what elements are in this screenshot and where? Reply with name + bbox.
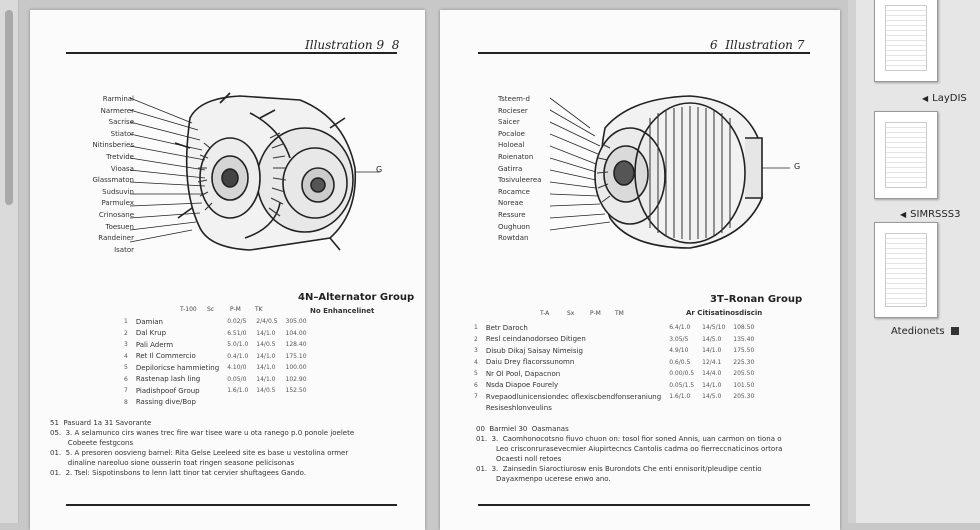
callout-g: G [794,162,801,171]
value-cell [698,403,729,415]
callout-label: Stiator [110,129,134,138]
row-number: 4 [124,352,128,360]
row-number: 2 [474,335,478,343]
callout-label: Sudsuvin [102,187,134,196]
attachments-text: Atedionets [891,326,945,337]
parts-table [470,322,758,414]
section-subtitle: Ar Citisatinosdiscin [686,309,763,317]
sidebar-label-text: SIMRSSS3 [910,209,961,220]
price-cell: 100.00 [285,364,307,372]
value-cell: 14/4.0 [702,370,722,378]
price-cell: 225.30 [733,358,755,366]
page-header [305,38,399,52]
value-cell: 14/1.0 [256,352,276,360]
part-name: Disub Dikaj Saisay Nimeisig [485,346,583,355]
price-cell: 102.90 [285,375,307,383]
header-number: 6 [710,38,718,52]
table-row [120,374,311,386]
table-row [470,391,758,403]
header-title: Illustration 7 [725,38,805,52]
note-line: 05. 3. A selamunco cirs wanes trec fire war tisee ware u ota ranego p.0 ponole joelete [50,429,355,437]
table-row [470,322,758,334]
alternator-drawing [550,88,790,258]
row-number [470,403,482,415]
table-row [120,339,311,351]
value-cell [252,397,281,409]
scrollbar-thumb[interactable] [5,10,13,205]
callout-label: Tretvide [106,152,134,161]
page-header [710,38,804,52]
callout-label: Narmerer [100,106,134,115]
column-header: Sx [567,310,575,317]
value-cell [665,403,698,415]
part-name: Daiu Drey flacorssunomn [485,358,575,367]
page-thumbnail[interactable] [874,111,938,199]
part-name: Depiloricse hammieting [135,363,220,372]
notes [476,424,782,484]
page-thumbnail[interactable] [874,222,938,318]
table-row [120,328,311,340]
value-cell: 0.00/0.5 [669,370,695,378]
value-cell: 6.4/1.0 [669,324,691,332]
column-header: T-100 [180,306,197,313]
value-cell: 0.02/5 [227,318,247,326]
callout-label: Rowtdan [498,234,529,243]
note-line: dinaline nareoluo sione ousserin toat ringen seasone pelicisonas [50,459,295,467]
part-name: Ret Il Commercio [135,352,196,361]
row-number: 7 [474,393,478,401]
row-number: 4 [474,358,478,366]
callout-label: Glassmaton [92,176,134,185]
note-line: 00 Barmiel 30 Oasmanas [476,425,569,433]
value-cell: 14/1.0 [702,381,722,389]
callout-labels [60,94,134,256]
table-row [470,334,758,346]
table-row [120,316,311,328]
value-cell: 5.0/1.0 [227,341,249,349]
column-header: P-M [590,310,601,317]
page-thumbnail[interactable] [874,0,938,82]
price-cell: 108.50 [733,324,755,332]
sidebar-section-label[interactable] [922,93,967,104]
column-header: TK [255,306,263,313]
value-cell: 14/1.0 [256,329,276,337]
part-name: Dal Krup [135,329,167,338]
footer-rule [66,504,397,506]
sidebar-scrollbar[interactable] [848,0,856,523]
table-row [120,351,311,363]
value-cell: 14/1.0 [256,375,276,383]
sidebar-section-label[interactable] [900,209,960,220]
callout-label: Pocaloe [498,129,525,138]
row-number: 7 [124,387,128,395]
callout-label: Sacrise [108,118,134,127]
column-header: Sc [207,306,215,313]
note-line: 01. 5. A presoren oosvieng barnel: Rita Gelse Leeleed site es base u vestolina ormer [50,449,349,457]
price-cell: 205.30 [733,393,755,401]
value-cell [223,397,252,409]
part-name: Pali Aderm [135,340,174,349]
column-header: T-A [540,310,550,317]
callout-label: Nitinsberies [92,141,134,150]
attachments-label[interactable] [891,326,965,337]
part-name: Damian [135,317,163,326]
callout-label: Holoeal [498,141,525,150]
callout-g: G [376,165,383,174]
callout-label: Rocamce [498,187,530,196]
header-title: Illustration 9 [305,38,385,52]
value-cell: 14/0.5 [256,341,276,349]
note-line: Leo crisconrurasevecmier Aiupirtecncs Cantolis cadma oo fierreccnaticinos ortora [476,445,783,453]
row-number: 2 [124,329,128,337]
alternator-drawing [130,88,383,258]
value-cell: 12/4.1 [702,358,722,366]
callout-label: Toesuen [105,222,134,231]
sidebar-label-text: LayDIS [932,93,967,104]
price-cell: 175.50 [733,347,755,355]
section-subtitle: No Enhancelinet [310,307,375,315]
callout-label: Gatirra [498,164,523,173]
column-headers [540,310,660,320]
value-cell: 14/1.0 [256,364,276,372]
table-row [470,380,758,392]
section-title: 3T–Ronan Group [710,294,803,305]
row-number: 6 [474,381,478,389]
value-cell: 4.9/10 [669,347,689,355]
footer-rule [478,504,810,506]
value-cell: 1.6/1.0 [669,393,691,401]
attachment-icon [951,327,959,335]
table-row [120,362,311,374]
callout-label: Tosivuleerea [498,176,542,185]
document-page-left [30,10,425,530]
callout-label: Randeiner [98,234,134,243]
callout-label: Parmulex [101,199,134,208]
column-header: P-M [230,306,241,313]
note-line: Ocaesti noll retoes [476,455,562,463]
document-page-right [440,10,840,530]
table-row [470,403,758,415]
notes [50,418,354,478]
value-cell: 1.6/1.0 [227,387,249,395]
note-line: 01. 3. Zainsedin Siaroctiurosw enis Burondots Che enti ennisorit/pleudipe centio [476,465,762,473]
callout-label: Tsteem-d [498,95,530,103]
column-headers [180,306,300,316]
column-header: TM [615,310,624,317]
row-number: 3 [124,341,128,349]
value-cell: 0.6/0.5 [669,358,691,366]
callout-label: Noreae [498,199,524,208]
value-cell: 14/1.0 [702,347,722,355]
value-cell: 14/5.0 [702,393,722,401]
price-cell [729,403,758,415]
note-line: 51 Pasuard 1a 31 Savorante [50,419,152,427]
value-cell: 2/4/0.5 [256,318,278,326]
part-name: Rassing dive/Bop [135,398,196,407]
triangle-icon: ◀ [922,94,929,103]
value-cell: 14/5.0 [702,335,722,343]
section-title: 4N–Alternator Group [298,292,415,303]
part-name: Resiseshlonveulins [485,404,552,413]
value-cell: 14/0.5 [256,387,276,395]
part-name: Rvepaodlunicensiondec oflexiscbendfonseraniung [485,392,662,401]
value-cell: 6.51/0 [227,329,247,337]
value-cell: 14/5/10 [702,324,726,332]
price-cell [282,397,311,409]
part-name: Rastenap lash ling [135,375,201,384]
callout-label: Oughuon [498,222,530,231]
note-line: Dayaxmenpo ucerese enwo ano. [476,475,611,483]
callout-label: Isator [114,245,134,254]
callout-label: Ressure [498,210,526,219]
table-row [470,345,758,357]
value-cell: 3.05/5 [669,335,689,343]
parts-table [120,316,311,408]
note-line: 01. 3. Caomhonocotsno fiuvo chuon on: tosol fior soned Annis, uan carmon on tiona o [476,435,782,443]
value-cell: 0.05/0 [227,375,247,383]
row-number: 5 [124,364,128,372]
value-cell: 4.10/0 [227,364,247,372]
note-line: 01. 2. Tsel: Sispotinsbons to lenn latt tinor tat cervier shuftagees Gando. [50,469,307,477]
callout-label: Saicer [498,118,520,127]
price-cell: 305.00 [285,318,307,326]
price-cell: 104.00 [285,329,307,337]
part-name: Nr Ol Pool, Dapacnon [485,369,561,378]
header-number: 8 [391,38,400,52]
row-number: 1 [474,324,478,332]
left-scrollbar[interactable] [0,0,19,523]
table-row [120,397,311,409]
table-row [120,385,311,397]
table-row [470,357,758,369]
callout-label: Rarminal [102,95,134,103]
row-number: 6 [124,375,128,383]
row-number: 3 [474,347,478,355]
price-cell: 152.50 [285,387,307,395]
price-cell: 128.40 [285,341,307,349]
price-cell: 205.50 [733,370,755,378]
callout-label: Crinosane [98,210,134,219]
row-number: 1 [124,318,128,326]
header-rule [478,52,810,54]
part-name: Betr Daroch [485,323,528,332]
value-cell: 0.05/1.5 [669,381,695,389]
price-cell: 135.40 [733,335,755,343]
part-name: Resl ceindanodorseo Ditigen [485,335,586,344]
callout-label: Roienaton [498,152,534,161]
header-rule [66,52,397,54]
row-number: 5 [474,370,478,378]
table-row [470,368,758,380]
value-cell: 0.4/1.0 [227,352,249,360]
row-number: 8 [124,398,128,406]
price-cell: 101.50 [733,381,755,389]
note-line: Cobeete festgcons [50,439,134,447]
part-name: Piadishpoof Group [135,386,200,395]
triangle-icon: ◀ [900,210,907,219]
part-name: Nsda Diapoe Fourely [485,381,559,390]
callout-label: Vioasa [110,164,134,173]
price-cell: 175.10 [285,352,307,360]
callout-label: Rocieser [498,106,528,115]
